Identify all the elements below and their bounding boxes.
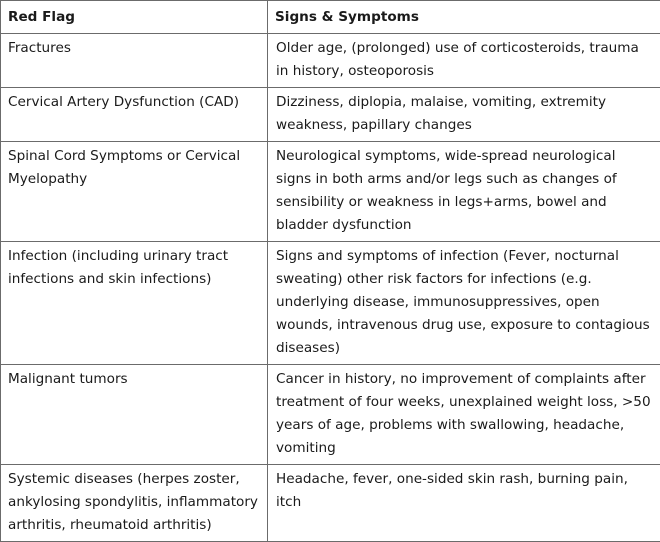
red-flag-cell: Systemic diseases (herpes zoster, ankylosing spondylitis, inflammatory arthritis, rheumatoid arthritis) (1, 465, 268, 542)
header-signs-symptoms: Signs & Symptoms (268, 1, 660, 34)
red-flag-cell: Spinal Cord Symptoms or Cervical Myelopathy (1, 142, 268, 242)
red-flag-cell: Malignant tumors (1, 365, 268, 465)
signs-cell: Neurological symptoms, wide-spread neurological signs in both arms and/or legs such as changes of sensibility or weakness in legs+arms, bowel and bladder dysfunction (268, 142, 660, 242)
table-row (1, 465, 660, 542)
table-row (1, 34, 660, 88)
signs-cell: Signs and symptoms of infection (Fever, nocturnal sweating) other risk factors for infections (e.g. underlying disease, immunosuppressives, open wounds, intravenous drug use, exposure to contagious diseases) (268, 242, 660, 365)
table-row (1, 142, 660, 242)
table-header (1, 1, 660, 34)
signs-cell: Cancer in history, no improvement of complaints after treatment of four weeks, unexplained weight loss, >50 years of age, problems with swallowing, headache, vomiting (268, 365, 660, 465)
table-row (1, 365, 660, 465)
red-flag-cell: Infection (including urinary tract infections and skin infections) (1, 242, 268, 365)
header-row (1, 1, 660, 34)
signs-cell: Headache, fever, one-sided skin rash, burning pain, itch (268, 465, 660, 542)
table-body (1, 34, 660, 542)
red-flag-cell: Fractures (1, 34, 268, 88)
signs-cell: Dizziness, diplopia, malaise, vomiting, extremity weakness, papillary changes (268, 88, 660, 142)
table-row (1, 242, 660, 365)
signs-cell: Older age, (prolonged) use of corticosteroids, trauma in history, osteoporosis (268, 34, 660, 88)
header-red-flag: Red Flag (1, 1, 268, 34)
red-flag-cell: Cervical Artery Dysfunction (CAD) (1, 88, 268, 142)
table-row (1, 88, 660, 142)
